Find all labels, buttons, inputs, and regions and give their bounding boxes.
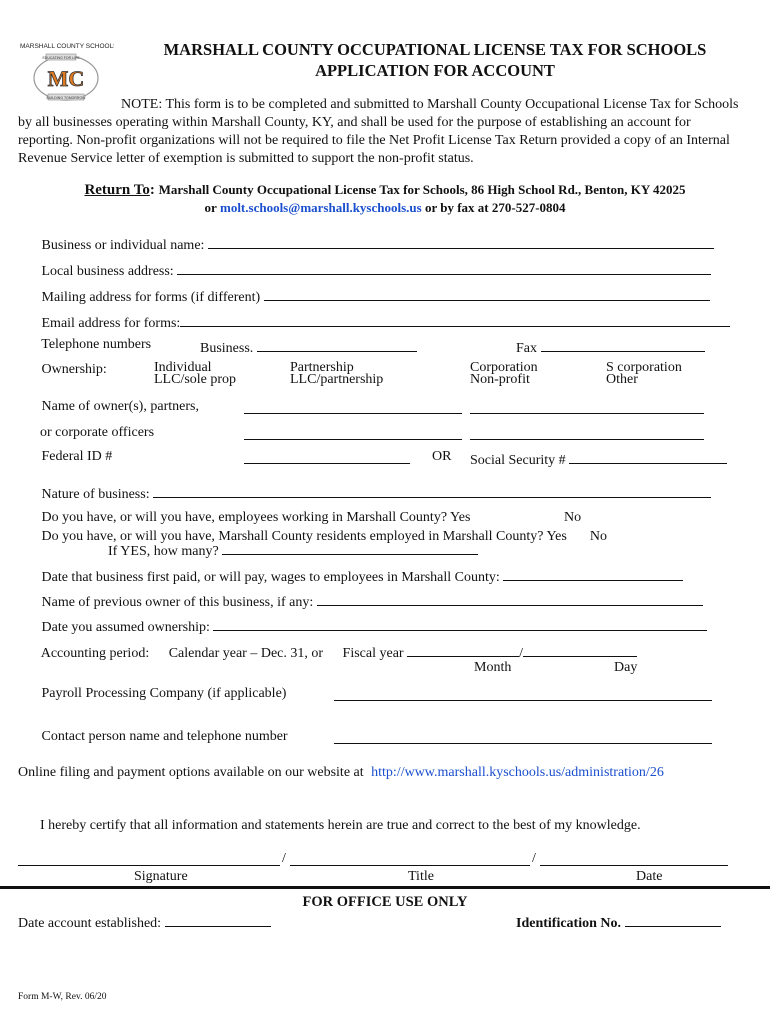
accounting-label: Accounting period: <box>40 646 150 661</box>
how-many-field[interactable] <box>222 540 478 555</box>
employees-no-label: No <box>564 510 582 525</box>
owners-label-2: or corporate officers <box>40 425 155 440</box>
identification-label: Identification No. <box>516 916 621 931</box>
logo-banner-bottom-text: BUILDING TOMORROW <box>46 96 86 100</box>
fax-label: Fax <box>516 341 537 356</box>
return-email-link[interactable]: molt.schools@marshall.kyschools.us <box>219 200 422 215</box>
form-subtitle: APPLICATION FOR ACCOUNT <box>315 61 555 80</box>
mailing-address-label: Mailing address for forms (if different) <box>41 290 261 305</box>
date-field[interactable] <box>540 851 728 866</box>
date-established-field[interactable] <box>165 912 271 927</box>
form-title: MARSHALL COUNTY OCCUPATIONAL LICENSE TAX FOR SCHOOLS <box>163 40 707 59</box>
row-federal-id <box>18 449 112 465</box>
fiscal-year-label: Fiscal year <box>342 646 404 661</box>
contact-label: Contact person name and telephone number <box>41 729 288 744</box>
ssn-field[interactable] <box>569 449 727 464</box>
row-business-name <box>18 234 714 254</box>
residents-question: Do you have, or will you have, Marshall County residents employed in Marshall County? Yes <box>41 529 567 544</box>
row-payroll <box>18 686 286 702</box>
logo-text: MARSHALL COUNTY SCHOOLS <box>20 43 114 50</box>
day-label: Day <box>614 660 638 675</box>
ownership-s-corp <box>606 362 682 386</box>
ownership-corporation <box>470 362 538 386</box>
s-corp-label: S corporation <box>606 360 682 375</box>
fax-phone <box>516 337 705 357</box>
other-label: Other <box>606 372 638 387</box>
row-wages-date <box>18 566 683 586</box>
email-field[interactable] <box>180 312 730 327</box>
identification <box>516 912 721 932</box>
signature-label: Signature <box>134 869 188 884</box>
signature-field[interactable] <box>18 851 280 866</box>
date-assumed-label: Date you assumed ownership: <box>41 620 210 635</box>
wages-date-label: Date that business first paid, or will pay, wages to employees in Marshall County: <box>41 570 500 585</box>
payroll-field[interactable] <box>334 686 712 701</box>
corporation-label: Corporation <box>470 360 538 375</box>
mailing-address-field[interactable] <box>264 286 710 301</box>
return-to-line2 <box>18 200 752 216</box>
employees-question: Do you have, or will you have, employees working in Marshall County? Yes <box>41 510 471 525</box>
non-profit-label: Non-profit <box>470 372 530 387</box>
prev-owner-label: Name of previous owner of this business, if any: <box>41 595 314 610</box>
calendar-year-label: Calendar year – Dec. 31, or <box>168 646 324 661</box>
business-phone <box>200 337 417 357</box>
return-or: or <box>204 200 217 215</box>
business-name-label: Business or individual name: <box>41 238 205 253</box>
return-to: Return To: Marshall County Occupational License Tax for Schools, 86 High School Rd., Benton, KY 42025 <box>84 182 686 198</box>
return-to-label: Return To <box>84 182 150 198</box>
contact-field[interactable] <box>334 729 712 744</box>
row-nature <box>18 483 711 503</box>
certify-statement: I hereby certify that all information and statements herein are true and correct to the best of my knowledge. <box>40 818 641 833</box>
row-local-address <box>18 260 711 280</box>
row-prev-owner <box>18 591 703 611</box>
title-label: Title <box>408 869 434 884</box>
llc-sole-label: LLC/sole prop <box>154 372 237 387</box>
logo-banner-top-text: EDUCATING FOR LIFE <box>42 56 80 60</box>
row-telephone <box>18 337 151 353</box>
local-address-label: Local business address: <box>41 264 174 279</box>
federal-id-label: Federal ID # <box>41 449 113 464</box>
telephone-label: Telephone numbers <box>41 337 152 352</box>
row-contact <box>18 729 288 745</box>
ssn-label: Social Security # <box>470 453 566 468</box>
return-fax: or by fax at 270-527-0804 <box>424 200 566 215</box>
website-link[interactable]: http://www.marshall.kyschools.us/administration/26 <box>371 765 664 780</box>
ownership-label: Ownership: <box>41 362 107 377</box>
how-many <box>108 540 478 560</box>
how-many-label: If YES, how many? <box>108 544 219 559</box>
logo-letters: MC <box>47 66 85 91</box>
office-divider <box>0 886 770 889</box>
ownership-partnership <box>290 362 383 386</box>
nature-field[interactable] <box>153 483 711 498</box>
online-text: Online filing and payment options available on our website at <box>18 765 364 780</box>
identification-field[interactable] <box>625 912 721 927</box>
row-owners <box>18 399 199 415</box>
business-phone-label: Business. <box>200 341 254 356</box>
owner-field-2[interactable] <box>470 399 704 414</box>
sig-slash-1: / <box>282 851 286 866</box>
llc-partnership-label: LLC/partnership <box>290 372 384 387</box>
fiscal-day-field[interactable] <box>523 642 637 657</box>
owners-label: Name of owner(s), partners, <box>41 399 199 414</box>
row-ownership <box>18 362 107 378</box>
owner-field-4[interactable] <box>470 425 704 440</box>
business-phone-field[interactable] <box>257 337 417 352</box>
federal-or: OR <box>432 449 452 464</box>
title-field[interactable] <box>290 851 530 866</box>
month-label: Month <box>474 660 512 675</box>
date-label: Date <box>636 869 663 884</box>
row-employees <box>18 510 470 526</box>
row-email <box>18 312 730 332</box>
payroll-label: Payroll Processing Company (if applicable) <box>41 686 287 701</box>
email-label: Email address for forms: <box>41 316 181 331</box>
fax-field[interactable] <box>541 337 705 352</box>
owner-field-3[interactable] <box>244 425 462 440</box>
prev-owner-field[interactable] <box>317 591 703 606</box>
row-date-assumed <box>18 616 707 636</box>
federal-id-field[interactable] <box>244 449 410 464</box>
local-address-field[interactable] <box>177 260 711 275</box>
row-accounting: Accounting period: Calendar year – Dec. 31, or Fiscal year / <box>18 642 637 662</box>
office-heading: FOR OFFICE USE ONLY <box>302 894 468 910</box>
ownership-individual <box>154 362 236 386</box>
date-established <box>18 912 271 932</box>
form-note <box>18 96 748 168</box>
individual-label: Individual <box>154 360 212 375</box>
ssn <box>470 449 727 469</box>
form-footer: Form M-W, Rev. 06/20 <box>18 992 107 1002</box>
date-assumed-field[interactable] <box>213 616 707 631</box>
return-to-address: Marshall County Occupational License Tax for Schools, 86 High School Rd., Benton, KY 42025 <box>158 182 686 197</box>
wages-date-field[interactable] <box>503 566 683 581</box>
fiscal-month-field[interactable] <box>407 642 519 657</box>
sig-slash-2: / <box>532 851 536 866</box>
row-mailing-address <box>18 286 710 306</box>
school-logo-graphic <box>18 40 114 104</box>
date-established-label: Date account established: <box>18 916 162 931</box>
business-name-field[interactable] <box>208 234 714 249</box>
online-filing <box>18 765 664 781</box>
school-logo <box>18 40 114 104</box>
note-text: NOTE: This form is to be completed and submitted to Marshall County Occupational License Tax for Schools by all businesses operating within Marshall County, KY, and shall be used for the purpose of establishing an account for reporting. Non-profit organizations will not be required to file the Net Profit License Tax Return provided a copy of an Internal Revenue Service letter of exemption is submitted to support the non-profit status. <box>18 97 739 166</box>
residents-no-label: No <box>589 529 607 544</box>
owner-field-1[interactable] <box>244 399 462 414</box>
nature-label: Nature of business: <box>41 487 150 502</box>
partnership-label: Partnership <box>290 360 354 375</box>
